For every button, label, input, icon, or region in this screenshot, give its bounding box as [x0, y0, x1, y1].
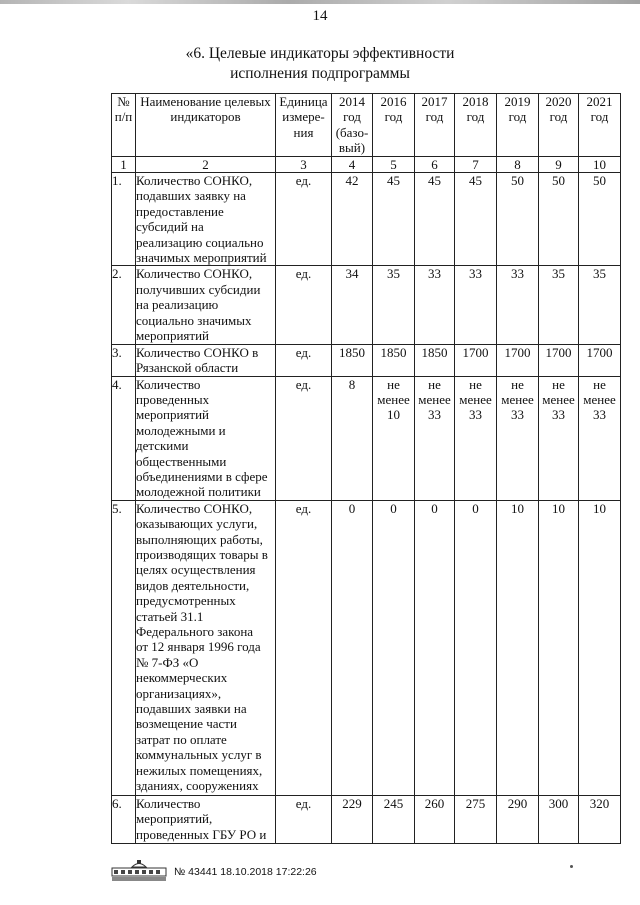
column-number: 1 [112, 156, 136, 172]
value-cell [579, 173, 621, 266]
header-unit [276, 94, 332, 157]
text-line: 0 [348, 500, 356, 516]
text-line: 1850 [421, 344, 448, 360]
table-row [112, 376, 621, 500]
indicator-name [136, 500, 276, 795]
text-line: выполняющих работы, [136, 531, 263, 547]
text-line: год [466, 109, 485, 125]
unit-cell: ед. [276, 500, 332, 795]
text-line: Количество СОНКО, [136, 500, 253, 516]
text-line: 33 [593, 407, 606, 423]
text-line: проведенных [136, 391, 210, 407]
text-line: от 12 января 1996 года [136, 639, 261, 655]
column-number: 5 [373, 156, 415, 172]
row-number: 4. [112, 376, 136, 500]
column-number: 6 [415, 156, 455, 172]
text-line: 10 [387, 407, 400, 423]
text-line: менее [542, 391, 575, 407]
text-line: 35 [552, 266, 565, 282]
text-line: 8 [348, 376, 356, 392]
text-line: 1700 [462, 344, 489, 360]
text-line: получивших субсидии [136, 281, 261, 297]
text-line: мероприятий, [136, 811, 213, 827]
text-line: Количество СОНКО в [136, 344, 259, 360]
text-line: 300 [548, 795, 569, 811]
header-year [539, 94, 579, 157]
indicators-table [111, 93, 621, 844]
text-line: не [511, 376, 524, 392]
text-line: коммунальных услуг в [136, 747, 262, 763]
text-line: Количество [136, 795, 201, 811]
text-line: ния [293, 124, 314, 140]
column-number: 8 [497, 156, 539, 172]
value-cell [373, 266, 415, 344]
value-cell [539, 500, 579, 795]
value-cell [539, 795, 579, 843]
indicator-name [136, 376, 276, 500]
unit-cell: ед. [276, 795, 332, 843]
text-line: 1700 [545, 344, 572, 360]
text-line: 10 [552, 500, 565, 516]
text-line: 33 [428, 266, 441, 282]
text-line: 1700 [504, 344, 531, 360]
text-line: не [387, 376, 400, 392]
text-line: 33 [469, 266, 482, 282]
value-cell [579, 376, 621, 500]
indicator-name [136, 344, 276, 376]
value-cell [497, 376, 539, 500]
value-cell [497, 500, 539, 795]
column-number: 7 [455, 156, 497, 172]
value-cell [579, 344, 621, 376]
header-year [455, 94, 497, 157]
text-line: 45 [387, 173, 400, 189]
text-line: № 7-ФЗ «О [136, 654, 199, 670]
text-line: 1700 [586, 344, 613, 360]
text-line: не [552, 376, 565, 392]
unit-cell: ед. [276, 266, 332, 344]
column-number: 2 [136, 156, 276, 172]
value-cell [332, 266, 373, 344]
registry-stamp-logo [110, 858, 168, 882]
value-cell [332, 376, 373, 500]
value-cell [415, 266, 455, 344]
text-line: 229 [342, 795, 362, 811]
text-line: 50 [511, 173, 524, 189]
column-number: 4 [332, 156, 373, 172]
text-line: индикаторов [170, 109, 241, 125]
text-line: менее [418, 391, 451, 407]
text-line: менее [501, 391, 534, 407]
text-line: социально значимых [136, 312, 252, 328]
text-line: № [117, 94, 130, 109]
value-cell [539, 376, 579, 500]
value-cell [497, 173, 539, 266]
text-line: подавших заявки на [136, 701, 247, 717]
table-row [112, 795, 621, 843]
scan-speck [570, 865, 573, 868]
indicator-name [136, 266, 276, 344]
text-line: 10 [593, 500, 606, 516]
text-line: детскими [136, 438, 189, 454]
text-line: не [428, 376, 441, 392]
text-line: 33 [428, 407, 441, 423]
text-line: 275 [465, 795, 486, 811]
value-cell [455, 173, 497, 266]
scan-edge [0, 0, 640, 4]
text-line: 0 [390, 500, 397, 516]
text-line: не [469, 376, 482, 392]
text-line: целях осуществления [136, 562, 256, 578]
text-line: предоставление [136, 203, 224, 219]
value-cell [415, 344, 455, 376]
value-cell [415, 173, 455, 266]
text-line: 34 [345, 266, 359, 282]
value-cell [332, 500, 373, 795]
text-line: 260 [424, 795, 445, 811]
text-line: 320 [589, 795, 610, 811]
section-title-line-1: «6. Целевые индикаторы эффективности [185, 45, 455, 62]
value-cell [579, 795, 621, 843]
text-line: молодежными и [136, 422, 226, 438]
text-line: год [343, 109, 361, 125]
text-line: 1850 [380, 344, 407, 360]
header-year [332, 94, 373, 157]
text-line: 245 [383, 795, 404, 811]
value-cell [332, 795, 373, 843]
text-line: Количество СОНКО, [136, 173, 253, 189]
text-line: объединениями в сфере [136, 468, 268, 484]
text-line: 2019 [504, 94, 531, 109]
value-cell [415, 795, 455, 843]
text-line: 2017 [421, 94, 448, 109]
text-line: организациях», [136, 685, 222, 701]
text-line: общественными [136, 453, 227, 469]
header-year [373, 94, 415, 157]
unit-cell: ед. [276, 173, 332, 266]
text-line: 33 [511, 407, 524, 423]
value-cell [455, 344, 497, 376]
text-line: 0 [431, 500, 438, 516]
text-line: менее [459, 391, 492, 407]
text-line: п/п [114, 109, 133, 125]
text-line: 42 [345, 173, 359, 189]
text-line: 290 [507, 795, 528, 811]
table-row [112, 500, 621, 795]
text-line: статьей 31.1 [136, 608, 204, 624]
text-line: 45 [469, 173, 482, 189]
page-number: 14 [312, 8, 328, 24]
value-cell [539, 266, 579, 344]
row-number: 6. [112, 795, 136, 843]
text-line: 45 [428, 173, 441, 189]
value-cell [332, 344, 373, 376]
value-cell [373, 173, 415, 266]
text-line: измере- [282, 109, 325, 125]
section-title [150, 44, 490, 84]
text-line: 2020 [545, 94, 572, 109]
text-line: зданиях, сооружениях [136, 778, 259, 794]
value-cell [373, 376, 415, 500]
text-line: 33 [469, 407, 482, 423]
text-line: проведенных ГБУ РО и [136, 826, 267, 842]
value-cell [373, 500, 415, 795]
value-cell [497, 344, 539, 376]
value-cell [332, 173, 373, 266]
text-line: 33 [511, 266, 524, 282]
text-line: Рязанской области [136, 359, 239, 375]
text-line: оказывающих услуги, [136, 516, 258, 532]
text-line: 50 [552, 173, 565, 189]
text-line: 50 [593, 173, 606, 189]
text-line: 35 [593, 266, 606, 282]
table-row [112, 266, 621, 344]
text-line: молодежной политики [136, 484, 261, 500]
indicator-name [136, 173, 276, 266]
document-registration-number: № 43441 18.10.2018 17:22:26 [174, 866, 317, 878]
text-line: не [593, 376, 606, 392]
text-line: Наименование целевых [140, 94, 271, 109]
section-title-line-2: исполнения подпрограммы [230, 65, 410, 82]
text-line: предусмотренных [136, 593, 236, 609]
row-number: 5. [112, 500, 136, 795]
value-cell [579, 266, 621, 344]
text-line: 1850 [339, 344, 365, 360]
value-cell [539, 344, 579, 376]
text-line: год [425, 109, 444, 125]
value-cell [579, 500, 621, 795]
text-line: 2018 [462, 94, 489, 109]
text-line: реализацию социально [136, 234, 264, 250]
text-line: вый) [338, 140, 366, 156]
text-line: 10 [511, 500, 524, 516]
text-line: год [590, 109, 609, 125]
unit-cell: ед. [276, 344, 332, 376]
text-line: 2014 [339, 94, 365, 109]
text-line: 2016 [380, 94, 407, 109]
text-line: (базо- [335, 124, 369, 140]
text-line: год [508, 109, 527, 125]
text-line: мероприятий [136, 328, 209, 344]
text-line: подавших заявку на [136, 188, 246, 204]
column-number: 9 [539, 156, 579, 172]
value-cell [497, 266, 539, 344]
text-line: менее [377, 391, 410, 407]
header-year [415, 94, 455, 157]
header-year [497, 94, 539, 157]
unit-cell: ед. [276, 376, 332, 500]
value-cell [373, 344, 415, 376]
text-line: некоммерческих [136, 670, 228, 686]
value-cell [415, 500, 455, 795]
table-header-row [112, 94, 621, 157]
text-line: 35 [387, 266, 400, 282]
value-cell [455, 376, 497, 500]
text-line: Федерального закона [136, 624, 254, 639]
text-line: производящих товары в [136, 546, 268, 562]
text-line: менее [583, 391, 616, 407]
value-cell [539, 173, 579, 266]
header-year [579, 94, 621, 157]
value-cell [455, 500, 497, 795]
table-row [112, 344, 621, 376]
text-line: на реализацию [136, 297, 219, 313]
column-number: 10 [579, 156, 621, 172]
text-line: год [384, 109, 403, 125]
value-cell [455, 795, 497, 843]
text-line: нежилых помещениях, [136, 762, 263, 778]
value-cell [415, 376, 455, 500]
header-name [136, 94, 276, 157]
text-line: значимых мероприятий [136, 250, 267, 266]
text-line: возмещение части [136, 716, 237, 732]
text-line: Единица [279, 94, 328, 109]
text-line: видов деятельности, [136, 577, 250, 593]
indicator-name [136, 795, 276, 843]
value-cell [455, 266, 497, 344]
table-row [112, 173, 621, 266]
row-number: 1. [112, 173, 136, 266]
value-cell [373, 795, 415, 843]
text-line: 0 [472, 500, 479, 516]
text-line: 33 [552, 407, 565, 423]
document-footer [110, 858, 530, 884]
column-number: 3 [276, 156, 332, 172]
text-line: Количество [136, 376, 201, 392]
row-number: 2. [112, 266, 136, 344]
text-line: субсидий на [136, 219, 204, 235]
value-cell [497, 795, 539, 843]
text-line: 2021 [586, 94, 613, 109]
column-number-row [112, 156, 621, 172]
text-line: год [549, 109, 568, 125]
row-number: 3. [112, 344, 136, 376]
text-line: затрат по оплате [136, 731, 227, 747]
header-num [112, 94, 136, 157]
text-line: мероприятий [136, 407, 209, 423]
text-line: Количество СОНКО, [136, 266, 253, 282]
